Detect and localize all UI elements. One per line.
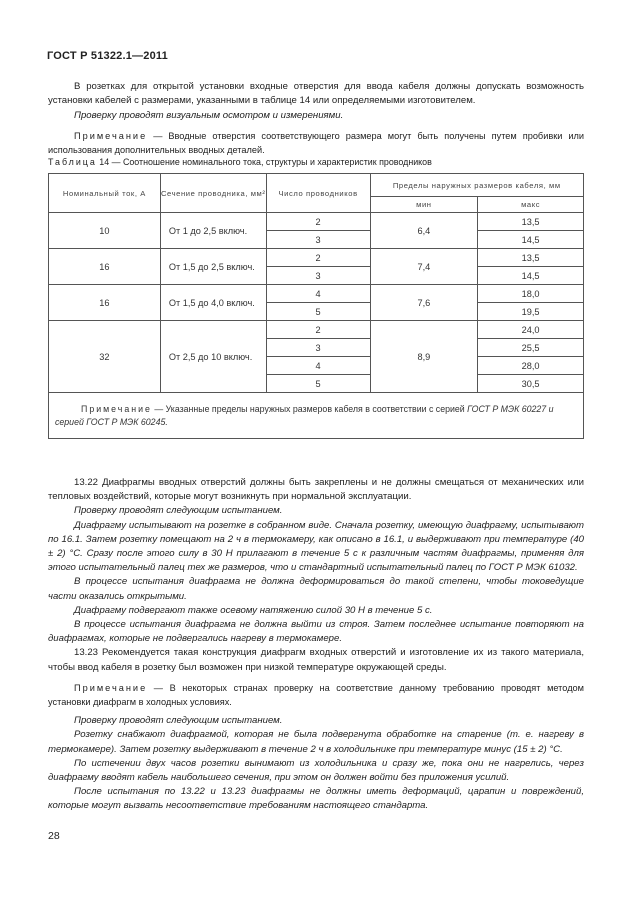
cell-count: 2: [266, 249, 370, 267]
cell-current: 32: [49, 321, 161, 393]
cell-max: 13,5: [478, 249, 584, 267]
paragraph: Розетку снабжают диафрагмой, которая не была подвергнута обработке на старение (т. е. нагреву в термокамере). Затем розетку выдерживают в течение 2 ч в холодильнике при температуре минус (15 ± 2) °С.: [48, 729, 584, 755]
cell-count: 2: [266, 321, 370, 339]
paragraph: После испытания по 13.22 и 13.23 диафрагмы не должны иметь деформаций, царапин и повреждений, которые могут вызвать несоответствие требованиям настоящего стандарта.: [48, 786, 584, 812]
cell-count: 5: [266, 375, 370, 393]
paragraph: 13.22 Диафрагмы вводных отверстий должны быть закреплены и не должны смещаться от механических или тепловых воздействий, которые могут возникнуть при нормальной эксплуатации.: [48, 477, 584, 503]
cell-current: 16: [49, 249, 161, 285]
cell-max: 25,5: [478, 339, 584, 357]
table-caption-label: Таблица: [48, 157, 97, 167]
page-number: 28: [48, 830, 60, 842]
cell-max: 24,0: [478, 321, 584, 339]
cell-count: 3: [266, 231, 370, 249]
cell-section: От 2,5 до 10 включ.: [160, 321, 266, 393]
cell-max: 14,5: [478, 267, 584, 285]
header-section: Сечение проводника, мм²: [160, 174, 266, 213]
paragraph: Диафрагму подвергают также осевому натяжению силой 30 Н в течение 5 с.: [74, 604, 433, 616]
paragraph: Диафрагму испытывают на розетке в собранном виде. Сначала розетку, имеющую диафрагму, испытывают по 16.1. Затем розетку помещают на 2 ч в термокамеру, как описано в 16.1, и выдерживают при температуре (40 ± 2) °С. Сразу после этого силу в 30 Н прилагают в течение 5 с к различным частям диафрагмы, применяя для этого испытательный палец тех же размеров, что и стандартный испытательный палец по ГОСТ Р МЭК 61032.: [48, 519, 584, 574]
cell-count: 3: [266, 267, 370, 285]
cell-current: 10: [49, 213, 161, 249]
paragraph: 13.23 Рекомендуется такая конструкция диафрагм входных отверстий и изготовление их из такого материала, чтобы ввод кабеля в розетку был возможен при низкой температуре окружающей среды.: [48, 647, 584, 673]
cell-count: 4: [266, 285, 370, 303]
table-note-text: — Указанные пределы наружных размеров кабеля в соответствии с серией: [151, 403, 468, 414]
note-text: — В некоторых странах проверку на соответствие данному требованию проводят методом установки диафрагм в холодных условиях.: [48, 682, 584, 708]
table-caption: [48, 157, 432, 167]
paragraph: В процессе испытания диафрагма не должна выйти из строя. Затем последнее испытание повторяют на диафрагмах, которые не подвергались нагреву в термокамере.: [48, 619, 584, 645]
table-note-label: Примечание: [81, 403, 152, 414]
cell-section: От 1 до 2,5 включ.: [160, 213, 266, 249]
paragraph-check: Проверку проводят визуальным осмотром и измерениями.: [74, 110, 344, 122]
header-max: макс: [478, 197, 584, 213]
cell-max: 28,0: [478, 357, 584, 375]
header-count: Число проводников: [266, 174, 370, 213]
main-section: [48, 476, 584, 814]
cell-section: От 1,5 до 4,0 включ.: [160, 285, 266, 321]
cell-max: 30,5: [478, 375, 584, 393]
cell-min: 6,4: [370, 213, 478, 249]
paragraph: По истечении двух часов розетки вынимают из холодильника и сразу же, пока они не нагрелись, через диафрагму вводят кабель наибольшего сечения, при этом он должен войти без приложения усилий.: [48, 757, 584, 784]
note: [48, 129, 584, 157]
note: [48, 681, 584, 709]
note-label: Примечание: [74, 130, 148, 141]
paragraph: Проверку проводят следующим испытанием.: [74, 715, 283, 727]
paragraph: В розетках для открытой установки входные отверстия для ввода кабеля должны допускать возможность установки кабелей с размерами, указанными в таблице 14 или определяемыми изготовителем.: [48, 81, 584, 107]
note-text: — Вводные отверстия соответствующего размера могут быть получены путем пробивки или использования дополнительных вводных деталей.: [48, 130, 584, 155]
cell-min: 8,9: [370, 321, 478, 393]
cell-max: 19,5: [478, 303, 584, 321]
table-note: [49, 393, 584, 439]
document-header: ГОСТ Р 51322.1—2011: [47, 50, 168, 62]
table-note-ref: ГОСТ Р МЭК 60227 и серией ГОСТ Р МЭК 60245.: [55, 403, 554, 427]
cell-count: 2: [266, 213, 370, 231]
cell-max: 13,5: [478, 213, 584, 231]
cell-count: 5: [266, 303, 370, 321]
table-caption-text: 14 — Соотношение номинального тока, структуры и характеристик проводников: [96, 157, 432, 167]
cell-max: 14,5: [478, 231, 584, 249]
note-label: Примечание: [74, 682, 148, 693]
cell-min: 7,4: [370, 249, 478, 285]
cell-count: 4: [266, 357, 370, 375]
cell-min: 7,6: [370, 285, 478, 321]
intro-section: [48, 80, 584, 157]
header-min: мин: [370, 197, 478, 213]
cell-count: 3: [266, 339, 370, 357]
cell-section: От 1,5 до 2,5 включ.: [160, 249, 266, 285]
cell-current: 16: [49, 285, 161, 321]
header-current: Номинальный ток, А: [49, 174, 161, 213]
cell-max: 18,0: [478, 285, 584, 303]
header-limits: Пределы наружных размеров кабеля, мм: [370, 174, 584, 197]
conductor-table: [48, 173, 584, 439]
paragraph: В процессе испытания диафрагма не должна деформироваться до такой степени, чтобы токоведущие части оказались открытыми.: [48, 576, 584, 602]
paragraph: Проверку проводят следующим испытанием.: [74, 505, 283, 517]
